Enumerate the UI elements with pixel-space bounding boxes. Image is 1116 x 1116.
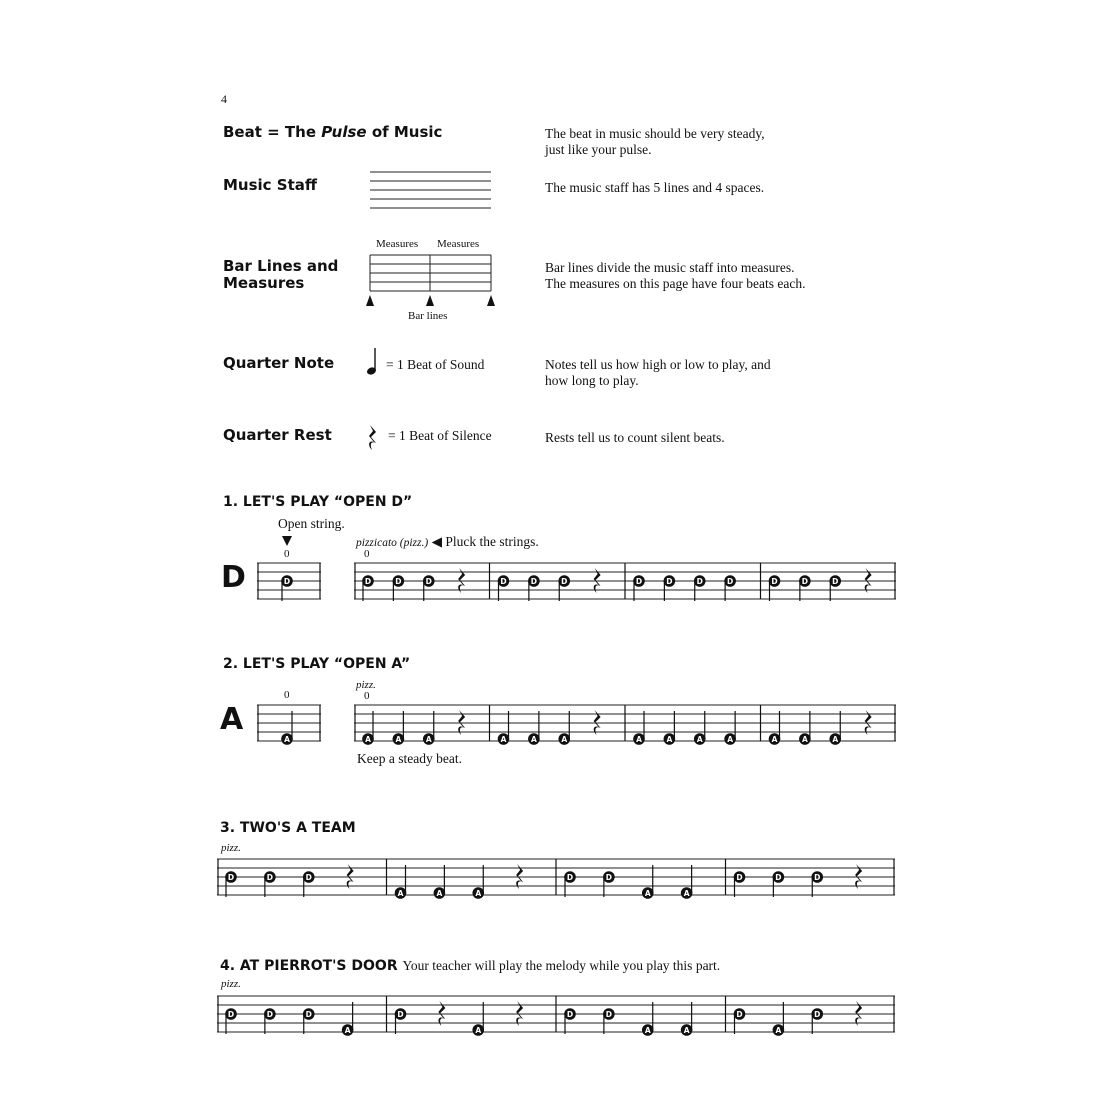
pizz-label: pizz.: [221, 978, 241, 990]
exercise-2-title: 2. LET'S PLAY “OPEN A”: [223, 656, 411, 672]
note-d: [773, 871, 785, 897]
open-string-label: Open string.: [278, 516, 345, 531]
note-d: [362, 575, 374, 601]
term-music-staff: Music Staff: [223, 176, 318, 194]
note-letter: D: [425, 577, 432, 586]
intro-staff: [257, 703, 323, 745]
note-letter: D: [605, 873, 612, 882]
bar-lines-label: Bar lines: [408, 310, 448, 322]
note-letter: A: [344, 1026, 351, 1035]
note-letter: D: [814, 873, 821, 882]
note-letter: D: [500, 577, 507, 586]
note-a: [558, 711, 570, 745]
note-d: [564, 871, 576, 897]
note-letter: A: [475, 1026, 482, 1035]
note-letter: A: [395, 735, 402, 744]
note-letter: A: [683, 1026, 690, 1035]
note-a: [769, 711, 781, 745]
pizzicato-instruction: [356, 534, 539, 551]
term-line: Measures: [223, 274, 305, 292]
page-number: 4: [221, 92, 227, 106]
note-a: [773, 1002, 785, 1036]
note-letter: A: [397, 889, 404, 898]
note-letter: A: [561, 735, 568, 744]
measures-label: Measures: [376, 238, 419, 250]
desc-quarter-rest: Rests tell us to count silent beats.: [545, 430, 725, 445]
note-letter: D: [305, 1010, 312, 1019]
fingering-number: 0: [284, 689, 290, 701]
note-d: [393, 575, 405, 601]
note-letter: A: [284, 735, 290, 744]
note-letter: D: [283, 577, 291, 586]
desc-line: The measures on this page have four beats each.: [545, 276, 806, 291]
quarter-note-meaning: = 1 Beat of Sound: [386, 357, 485, 372]
note-letter: A: [727, 735, 734, 744]
note-d: [734, 1008, 746, 1034]
note-letter: A: [666, 735, 673, 744]
bar-lines-diagram: [365, 251, 497, 311]
note-a: [681, 865, 693, 899]
note-a: [395, 865, 407, 899]
note-letter: D: [736, 873, 743, 882]
exercise-4-staff: [217, 994, 897, 1036]
note-a: [724, 711, 736, 745]
note-d: [664, 575, 676, 601]
note-a: [434, 865, 446, 899]
note-d: [564, 1008, 576, 1034]
term-beat-em: Pulse: [321, 123, 367, 141]
exercise-4-title: [220, 958, 720, 974]
note-d: [225, 1008, 237, 1034]
desc-line: The beat in music should be very steady,: [545, 126, 765, 141]
note-d: [633, 575, 645, 601]
note-a: [642, 865, 654, 899]
note-d: [724, 575, 736, 601]
desc-staff: The music staff has 5 lines and 4 spaces.: [545, 180, 765, 195]
note-letter: D: [266, 873, 273, 882]
note-a: [633, 711, 645, 745]
note-letter: A: [696, 735, 703, 744]
note-letter: D: [266, 1010, 273, 1019]
note-d: [734, 871, 746, 897]
quarter-rest-meaning: = 1 Beat of Silence: [388, 428, 492, 443]
exercise-4-title-text: 4. AT PIERROT'S DOOR: [220, 958, 398, 974]
exercise-1-staff: [354, 561, 898, 603]
pizz-label: pizz.: [221, 842, 241, 854]
note-d: [829, 575, 841, 601]
note-a: [342, 1002, 354, 1036]
note-d: [603, 871, 615, 897]
exercise-3-staff: [217, 857, 897, 899]
note-letter: D: [736, 1010, 743, 1019]
note-letter: D: [666, 577, 673, 586]
desc-beat: [545, 126, 765, 158]
open-string-arrow-icon: [281, 535, 293, 547]
note-letter: D: [530, 577, 537, 586]
note-a: [362, 711, 374, 745]
note-d: [528, 575, 540, 601]
note-d: [264, 1008, 276, 1034]
staff-diagram: [370, 168, 492, 212]
note-letter: A: [475, 889, 482, 898]
desc-line: how long to play.: [545, 373, 639, 388]
note-a: [829, 711, 841, 745]
exercise-2-staff: [354, 703, 898, 745]
note-letter: D: [561, 577, 568, 586]
note-d: [694, 575, 706, 601]
note-d: [799, 575, 811, 601]
note-letter: A: [636, 735, 642, 744]
exercise-4-subtitle: Your teacher will play the melody while you play this part.: [402, 958, 721, 973]
term-beat-part: Beat = The: [223, 123, 322, 141]
note-letter: D: [696, 577, 703, 586]
note-d: [423, 575, 435, 601]
intro-staff: [257, 561, 323, 603]
note-d: [281, 575, 293, 601]
note-letter: D: [395, 577, 402, 586]
term-quarter-note: Quarter Note: [223, 354, 335, 372]
note-letter: A: [644, 1026, 651, 1035]
note-letter: D: [635, 577, 643, 586]
note-a: [423, 711, 435, 745]
note-a: [664, 711, 676, 745]
note-d: [303, 1008, 315, 1034]
desc-bar-lines: [545, 260, 806, 292]
note-d: [603, 1008, 615, 1034]
note-letter: A: [771, 735, 778, 744]
note-d: [225, 871, 237, 897]
note-letter: A: [683, 889, 690, 898]
desc-quarter-note: [545, 357, 771, 389]
pizz-note: Pluck the strings.: [445, 534, 539, 549]
note-d: [558, 575, 570, 601]
note-a: [642, 1002, 654, 1036]
note-a: [681, 1002, 693, 1036]
note-letter: D: [227, 873, 235, 882]
note-letter: D: [566, 873, 574, 882]
note-letter: D: [775, 873, 782, 882]
pizz-label: pizz.: [356, 679, 376, 691]
note-a: [281, 711, 293, 745]
note-letter: A: [530, 735, 537, 744]
note-letter: D: [727, 577, 734, 586]
note-letter: D: [397, 1010, 404, 1019]
note-d: [264, 871, 276, 897]
note-letter: A: [436, 889, 443, 898]
note-a: [472, 865, 484, 899]
term-quarter-rest: Quarter Rest: [223, 426, 332, 444]
note-letter: D: [605, 1010, 612, 1019]
note-d: [811, 1008, 823, 1034]
note-a: [498, 711, 510, 745]
note-letter: A: [644, 889, 651, 898]
term-beat: [223, 124, 442, 141]
note-a: [799, 711, 811, 745]
fingering-number: 0: [364, 690, 370, 702]
note-letter: A: [425, 735, 432, 744]
fingering-number: 0: [284, 548, 290, 560]
quarter-rest-icon: [366, 424, 380, 452]
term-line: Bar Lines and: [223, 257, 339, 275]
exercise-1-title: 1. LET'S PLAY “OPEN D”: [223, 494, 413, 510]
measures-label: Measures: [437, 238, 480, 250]
note-letter: D: [227, 1010, 235, 1019]
pointer-arrow-icon: ◀: [431, 534, 442, 549]
term-bar-lines: [223, 258, 338, 292]
pizz-text: pizzicato (pizz.): [356, 537, 429, 549]
desc-line: Notes tell us how high or low to play, and: [545, 357, 771, 372]
note-a: [472, 1002, 484, 1036]
note-d: [303, 871, 315, 897]
quarter-note-icon: [364, 346, 382, 378]
note-letter: D: [305, 873, 312, 882]
term-beat-part2: of Music: [366, 123, 443, 141]
string-letter-d: D: [221, 560, 246, 595]
note-letter: A: [500, 735, 507, 744]
fingering-number: 0: [364, 548, 370, 560]
note-letter: D: [801, 577, 808, 586]
string-letter-a: A: [220, 702, 244, 737]
note-letter: D: [566, 1010, 574, 1019]
note-d: [769, 575, 781, 601]
note-d: [498, 575, 510, 601]
note-letter: D: [832, 577, 839, 586]
note-a: [528, 711, 540, 745]
note-a: [393, 711, 405, 745]
note-letter: A: [775, 1026, 782, 1035]
note-letter: D: [364, 577, 372, 586]
steady-beat-note: Keep a steady beat.: [357, 751, 462, 766]
exercise-3-title: 3. TWO'S A TEAM: [220, 820, 356, 836]
note-a: [694, 711, 706, 745]
note-d: [395, 1008, 407, 1034]
note-letter: A: [365, 735, 371, 744]
note-letter: A: [832, 735, 839, 744]
note-letter: D: [814, 1010, 821, 1019]
note-letter: A: [801, 735, 808, 744]
note-letter: D: [771, 577, 778, 586]
note-d: [811, 871, 823, 897]
desc-line: just like your pulse.: [545, 142, 652, 157]
desc-line: Bar lines divide the music staff into measures.: [545, 260, 795, 275]
